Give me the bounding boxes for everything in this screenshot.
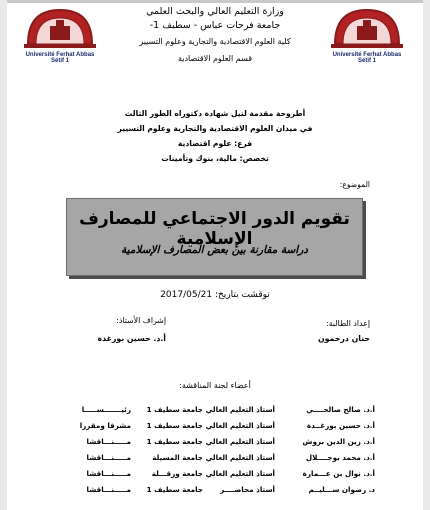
jury-member-name: أ.د. حسين بورغــدة — [306, 421, 375, 430]
thesis-subtitle: دراسة مقارنة بين بعض المصارف الإسلامية — [121, 244, 308, 256]
university-logo-right — [327, 4, 407, 66]
subject-label: الموضوع: — [339, 180, 370, 189]
page-margin-right — [423, 0, 430, 510]
defense-date: نوقشت بتاريخ: 2017/05/21 — [160, 290, 270, 300]
page-margin-left — [0, 0, 7, 510]
ministry-name: وزارة التعليم العالي والبحث العلمي — [146, 6, 284, 17]
jury-member-name: د. رضوان ســـليــم — [308, 485, 375, 494]
jury-member-role: مـــــنـــاقشا — [86, 485, 131, 494]
student-label: إعداد الطالبة: — [326, 319, 370, 328]
jury-member-institution: جامعة سطيف 1 — [146, 405, 203, 414]
university-logo-left — [20, 4, 100, 66]
thesis-degree: أطروحة مقدمة لنيل شهادة دكتوراه الطور الثالث — [124, 109, 306, 118]
title-box — [66, 198, 363, 276]
jury-member-institution: جامعة سطيف 1 — [146, 421, 203, 430]
page-top-edge — [7, 0, 423, 3]
jury-member-rank: أستاذ التعليم العالي — [205, 437, 275, 446]
supervisor-name: أ.د. حسين بورغدة — [97, 334, 166, 343]
jury-member-institution: جامعة سطيف 1 — [146, 437, 203, 446]
thesis-specialty: تخصص: مالية، بنوك وتأمينات — [161, 154, 269, 163]
jury-row — [60, 421, 375, 433]
jury-member-role: مـــــنـــاقشا — [86, 437, 131, 446]
thesis-title: تقويم الدور الاجتماعي للمصارف الإسلامية — [79, 209, 350, 249]
thesis-branch: فرع: علوم اقتصادية — [177, 139, 253, 148]
jury-row — [60, 485, 375, 497]
jury-row — [60, 437, 375, 449]
jury-member-name: أ.د. نوال بن عـــمارة — [302, 469, 375, 478]
university-seal-icon — [327, 4, 407, 52]
jury-row — [60, 469, 375, 481]
jury-member-rank: أستاذ التعليم العالي — [205, 453, 275, 462]
department-name: قسم العلوم الاقتصادية — [177, 54, 253, 63]
jury-member-institution: جامعة المسيلة — [152, 453, 203, 462]
jury-member-institution: جامعة سطيف 1 — [146, 485, 203, 494]
faculty-name: كلية العلوم الاقتصادية والتجارية وعلوم التسيير — [139, 37, 291, 46]
jury-member-name: أ.د. صالح صالحــــي — [306, 405, 375, 414]
jury-member-role: رئيـــــــســـــا — [81, 405, 131, 414]
jury-row — [60, 405, 375, 417]
jury-member-rank: أستاذ التعليم العالي — [205, 469, 275, 478]
jury-member-rank: أستاذ التعليم العالي — [205, 405, 275, 414]
jury-member-institution: جامعة ورقـــلة — [151, 469, 203, 478]
jury-member-name: أ.د. زين الدين بروش — [302, 437, 375, 446]
supervisor-label: إشراف الأستاذ: — [116, 316, 166, 325]
university-seal-icon — [20, 4, 100, 52]
jury-label: أعضاء لجنة المناقشة: — [179, 381, 251, 390]
thesis-field: في ميدان العلوم الاقتصادية والتجارية وعلوم التسيير — [117, 124, 313, 133]
university-name: جامعة فرحات عباس - سطيف 1- — [149, 20, 281, 31]
jury-member-role: مـــــنـــاقشا — [86, 453, 131, 462]
jury-member-role: مـــــنـــاقشا — [86, 469, 131, 478]
student-name: حنان درحمون — [318, 334, 370, 343]
jury-member-role: مشرفا ومقررا — [79, 421, 131, 430]
logo-caption: Université Ferhat Abbas Sétif 1 — [25, 52, 95, 64]
logo-caption: Université Ferhat Abbas Sétif 1 — [332, 52, 402, 64]
jury-member-rank: أستاذ التعليم العالي — [205, 421, 275, 430]
jury-member-rank: أستاذ محاضــــر — [220, 485, 275, 494]
jury-member-name: أ.د. محمد بوجــــلال — [305, 453, 375, 462]
jury-row — [60, 453, 375, 465]
